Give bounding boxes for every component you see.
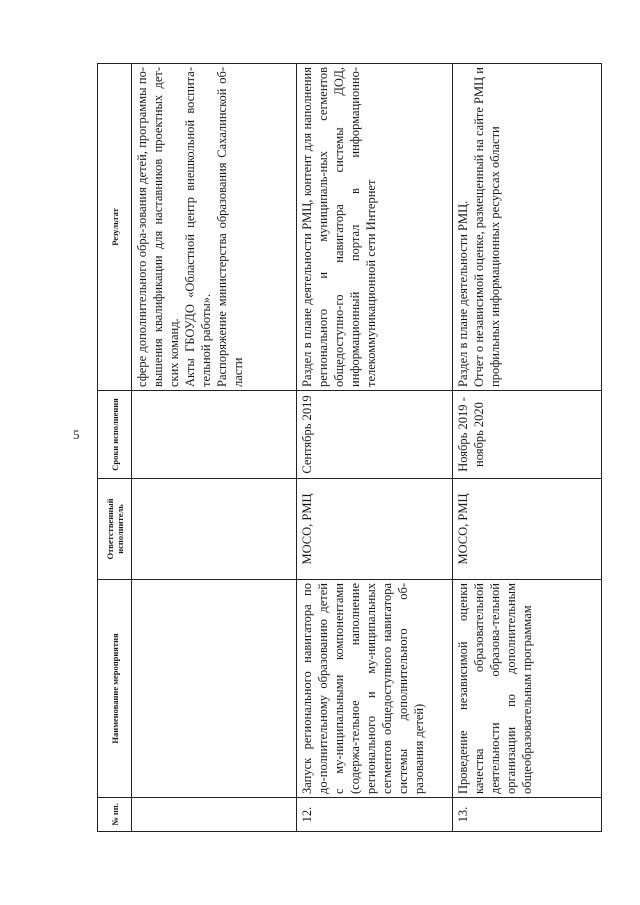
- row-result: [132, 64, 297, 391]
- table-row: [132, 64, 297, 832]
- page-number: 5: [73, 427, 80, 442]
- table-row: [297, 64, 453, 832]
- result-line: сфере дополнительного обра-зования детей, программы по-вышения квалификации для наставников проектных дет-ских команд.: [135, 67, 181, 387]
- row-name: Запуск регионального навигатора по до-полнительному образованию детей с му-ниципальными компонентами (содержа-тельное наполнение регионального и му-ниципальных сегментов общедоступного навигатора системы дополнительного об-разования детей): [297, 580, 453, 798]
- row-num: 13.: [453, 798, 602, 832]
- row-deadline: Ноябрь 2019 - ноябрь 2020: [453, 391, 602, 479]
- row-deadline: [132, 391, 297, 479]
- result-line: Раздел в плане деятельности РМЦ.: [456, 200, 470, 387]
- row-executor: МОСО, РМЦ: [453, 479, 602, 580]
- row-num: [132, 798, 297, 832]
- row-num: 12.: [297, 798, 453, 832]
- header-num: № пп.: [98, 798, 132, 832]
- activities-table: [97, 63, 602, 832]
- result-line: Акты ГБОУДО «Областной центр внешкольной воспита-тельной работы».: [183, 67, 213, 387]
- header-executor: Ответственный исполнитель: [98, 479, 132, 580]
- row-name: Проведение независимой оценки качества образовательной деятельности образова-тельной организации по дополнительным общеобразовательным программам: [453, 580, 602, 798]
- table-header-row: [98, 64, 132, 832]
- row-executor: [132, 479, 297, 580]
- row-name: [132, 580, 297, 798]
- result-line: Распоряжение министерства образования Сахалинской об-ласти: [215, 67, 245, 387]
- row-executor: МОСО, РМЦ: [297, 479, 453, 580]
- row-result: [297, 64, 453, 391]
- row-deadline: Сентябрь 2019: [297, 391, 453, 479]
- header-deadline: Сроки исполнения: [98, 391, 132, 479]
- table-row: [453, 64, 602, 832]
- result-line: Отчет о независимой оценке, размещенный на сайте РМЦ и профильных информационных ресурсах области: [472, 67, 502, 387]
- row-result: [453, 64, 602, 391]
- header-name: Наименование мероприятия: [98, 580, 132, 798]
- result-line: Раздел в плане деятельности РМЦ, контент для наполнения регионального и муниципаль-ных сегментов общедоступно-го навигатора системы ДОД, информационный портал в информационно-телекоммуникационной сети Интернет: [300, 67, 378, 387]
- rotated-table-frame: [97, 64, 608, 832]
- header-result: Результат: [98, 64, 132, 391]
